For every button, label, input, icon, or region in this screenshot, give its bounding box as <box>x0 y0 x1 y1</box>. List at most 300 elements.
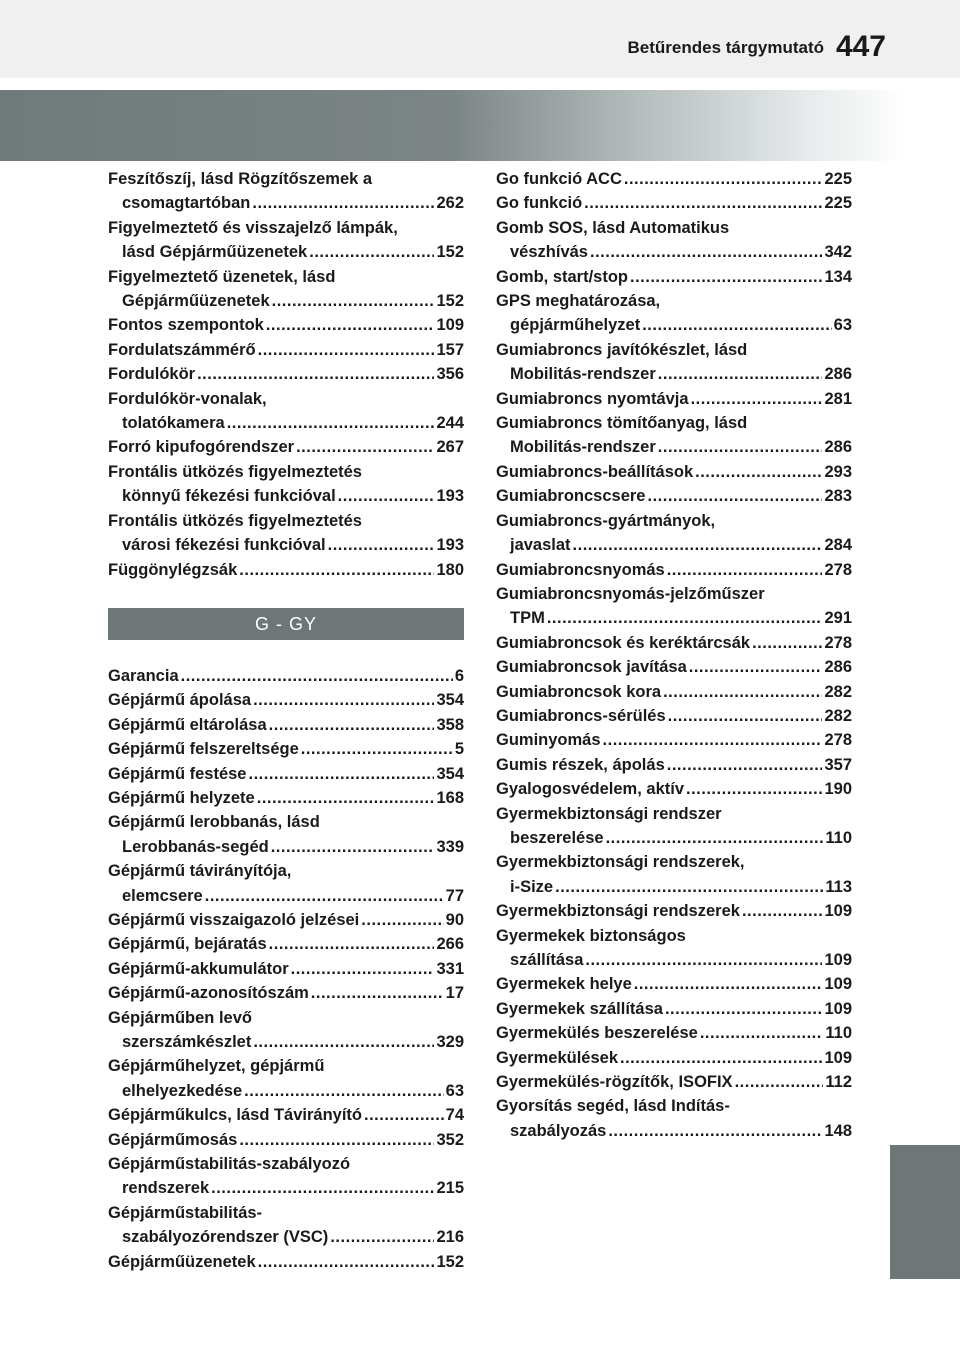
index-page-ref: 193 <box>436 487 464 506</box>
dot-leader <box>686 777 822 801</box>
index-entry-line <box>496 1021 852 1045</box>
index-entry-line <box>108 884 464 908</box>
index-entry-line <box>108 558 464 582</box>
index-entry <box>496 753 852 777</box>
index-term: Fordulatszámmérő <box>108 340 256 359</box>
index-term: Frontális ütközés figyelmeztetés <box>108 462 362 481</box>
index-page-ref: 329 <box>436 1033 464 1051</box>
index-entry-line <box>496 802 852 826</box>
index-term: Gépjárműhelyzet, gépjármű <box>108 1057 325 1076</box>
index-term: i-Size <box>510 877 554 896</box>
index-term: Gyermekbiztonsági rendszerek, <box>496 853 745 872</box>
index-term: Gépjárműkulcs, lásd Távirányító <box>108 1106 363 1125</box>
dot-leader <box>272 289 435 313</box>
index-entry <box>496 1046 852 1070</box>
index-entry-line <box>496 924 852 948</box>
index-entry-line <box>496 655 852 679</box>
index-entry <box>108 737 464 761</box>
index-page-ref: 286 <box>824 658 852 677</box>
index-entry <box>108 688 464 712</box>
index-entry-line <box>108 762 464 786</box>
index-page-ref: 109 <box>436 316 464 335</box>
index-term: Forró kipufogórendszer <box>108 438 295 457</box>
dot-leader <box>239 1128 434 1152</box>
index-entry-line <box>108 362 464 386</box>
index-entry-line <box>496 753 852 777</box>
index-entry <box>496 289 852 338</box>
index-term: javaslat <box>510 536 571 555</box>
index-entry <box>108 1128 464 1152</box>
index-entry-line <box>496 387 852 411</box>
dot-leader <box>311 981 444 1005</box>
index-entry <box>496 655 852 679</box>
index-page-ref: 286 <box>824 365 852 384</box>
index-entry <box>108 981 464 1005</box>
index-page-ref: 5 <box>454 740 464 759</box>
index-page-ref: 282 <box>824 706 852 725</box>
index-page-ref: 358 <box>436 715 464 734</box>
index-page-ref: 190 <box>824 780 852 799</box>
index-page-ref: 293 <box>824 462 852 481</box>
index-term: Frontális ütközés figyelmeztetés <box>108 511 362 530</box>
index-term: Lerobbanás-segéd <box>122 837 269 856</box>
index-entry-line <box>108 908 464 932</box>
index-entry <box>496 704 852 728</box>
dot-leader <box>291 957 435 981</box>
index-entry <box>496 191 852 215</box>
dot-leader <box>620 1046 822 1070</box>
index-term: Gumiabroncsnyomás-jelzőműszer <box>496 584 765 603</box>
index-entry-line <box>108 265 464 289</box>
index-entry <box>496 167 852 191</box>
index-entry <box>108 435 464 459</box>
index-entry-line <box>496 704 852 728</box>
dot-leader <box>266 313 435 337</box>
index-entry-line <box>108 957 464 981</box>
index-page-ref: 267 <box>436 438 464 457</box>
index-entry-line <box>496 728 852 752</box>
index-term: Gumiabroncsok kora <box>496 682 662 701</box>
index-entry <box>108 1006 464 1055</box>
index-term: Fordulókör <box>108 365 196 384</box>
index-term: Go funkció <box>496 194 583 213</box>
dot-leader <box>253 688 434 712</box>
index-entry <box>108 810 464 859</box>
index-entry <box>108 558 464 582</box>
dot-leader <box>253 1030 434 1054</box>
dot-leader <box>248 762 434 786</box>
index-term: Gépjárműstabilitás- <box>108 1203 263 1222</box>
dot-leader <box>642 313 831 337</box>
dot-leader <box>695 460 822 484</box>
index-entry-line <box>496 460 852 484</box>
index-entry-line <box>108 191 464 215</box>
index-term: GPS meghatározása, <box>496 292 661 311</box>
index-term: Gumiabroncs nyomtávja <box>496 389 689 408</box>
index-page-ref: 283 <box>824 487 852 506</box>
dot-leader <box>257 786 435 810</box>
dot-leader <box>663 680 822 704</box>
index-entry <box>496 387 852 411</box>
index-entry <box>108 313 464 337</box>
dot-leader <box>573 533 823 557</box>
index-entry <box>496 509 852 558</box>
index-term: Fontos szempontok <box>108 316 264 335</box>
dot-leader <box>211 1176 434 1200</box>
index-entry <box>108 1054 464 1103</box>
dot-leader <box>584 191 822 215</box>
index-page-ref: 266 <box>436 935 464 954</box>
index-entry-line <box>108 835 464 859</box>
index-term: Go funkció ACC <box>496 170 622 188</box>
index-list-g <box>108 664 464 1274</box>
dot-leader <box>328 533 435 557</box>
index-entry-line <box>108 688 464 712</box>
index-term: Gépjármű-akkumulátor <box>108 959 289 978</box>
dot-leader <box>691 387 823 411</box>
dot-leader <box>735 1070 824 1094</box>
index-term: Gépjármű visszaigazoló jelzései <box>108 910 360 929</box>
index-entry <box>108 1250 464 1274</box>
index-page-ref: 74 <box>445 1106 464 1125</box>
dot-leader <box>555 875 823 899</box>
index-term: Mobilitás-rendszer <box>510 365 656 384</box>
index-term: Gépjármű helyzete <box>108 788 255 807</box>
index-entry <box>496 1094 852 1143</box>
index-term: városi fékezési funkcióval <box>122 536 326 555</box>
dot-leader <box>647 484 822 508</box>
index-term: Gépjármű-azonosítószám <box>108 984 309 1003</box>
index-term: Gyermekülések <box>496 1048 619 1067</box>
index-entry-line <box>108 1006 464 1030</box>
index-term: Gyermekbiztonsági rendszer <box>496 804 722 823</box>
index-entry-line <box>496 167 852 191</box>
index-term: Gumiabroncs tömítőanyag, lásd <box>496 414 748 433</box>
index-entry <box>496 899 852 923</box>
index-page-ref: 77 <box>445 886 464 905</box>
index-term: Gumiabroncs javítókészlet, lásd <box>496 340 748 359</box>
dot-leader <box>752 631 822 655</box>
index-page-ref: 109 <box>824 975 852 994</box>
index-entry-line <box>496 1070 852 1094</box>
index-entry-line <box>108 1128 464 1152</box>
index-page-ref: 90 <box>445 910 464 929</box>
index-entry-line <box>496 362 852 386</box>
index-term: Gumiabroncsok és keréktárcsák <box>496 633 751 652</box>
index-entry-line <box>108 509 464 533</box>
index-entry-line <box>496 240 852 264</box>
index-term: Gépjármű távirányítója, <box>108 862 292 881</box>
index-entry-line <box>496 972 852 996</box>
dot-leader <box>585 948 822 972</box>
index-entry <box>496 680 852 704</box>
dot-leader <box>258 338 435 362</box>
index-entry <box>108 859 464 908</box>
index-page-ref: 216 <box>436 1228 464 1247</box>
index-term: Gépjármű eltárolása <box>108 715 267 734</box>
index-entry-line <box>108 737 464 761</box>
index-term: beszerelése <box>510 828 604 847</box>
page-number: 447 <box>835 30 886 63</box>
index-page-ref: 342 <box>824 243 852 262</box>
index-term: csomagtartóban <box>122 194 251 213</box>
index-entry-line <box>108 435 464 459</box>
index-entry <box>496 1070 852 1094</box>
index-entry <box>108 1103 464 1127</box>
index-entry-line <box>496 533 852 557</box>
right-column <box>496 167 852 1143</box>
index-entry-line <box>108 1176 464 1200</box>
index-term: szabályozás <box>510 1121 607 1140</box>
index-entry <box>496 777 852 801</box>
index-term: szerszámkészlet <box>122 1033 252 1051</box>
index-entry <box>108 932 464 956</box>
index-page-ref: 110 <box>825 828 852 847</box>
index-page-ref: 281 <box>824 389 852 408</box>
index-page-ref: 168 <box>436 788 464 807</box>
dot-leader <box>634 972 823 996</box>
index-page-ref: 291 <box>824 609 852 628</box>
dot-leader <box>269 713 435 737</box>
header-band <box>0 90 905 161</box>
index-entry-line <box>108 810 464 834</box>
index-term: Gumiabroncsnyomás <box>496 560 665 579</box>
index-entry-line <box>496 411 852 435</box>
index-entry <box>496 802 852 851</box>
index-term: Mobilitás-rendszer <box>510 438 656 457</box>
index-page-ref: 134 <box>824 267 852 286</box>
index-term: Gyorsítás segéd, lásd Indítás- <box>496 1097 730 1116</box>
index-entry <box>108 957 464 981</box>
index-entry <box>108 167 464 216</box>
index-term: Gumiabroncsok javítása <box>496 658 687 677</box>
index-entry <box>108 216 464 265</box>
index-entry <box>496 997 852 1021</box>
index-term: lásd Gépjárműüzenetek <box>122 243 308 262</box>
dot-leader <box>271 835 435 859</box>
index-term: Gyermekülés-rögzítők, ISOFIX <box>496 1073 733 1092</box>
index-entry <box>108 664 464 688</box>
index-term: Gyermekbiztonsági rendszerek <box>496 902 740 921</box>
index-entry-line <box>108 411 464 435</box>
index-entry-line <box>496 484 852 508</box>
index-page-ref: 113 <box>825 877 852 896</box>
index-entry-line <box>108 1103 464 1127</box>
index-term: szállítása <box>510 951 584 969</box>
index-entry-line <box>108 313 464 337</box>
index-entry <box>496 216 852 265</box>
index-page-ref: 262 <box>436 194 464 213</box>
index-entry <box>108 338 464 362</box>
dot-leader <box>239 558 434 582</box>
index-entry <box>108 786 464 810</box>
index-term: Gépjármű lerobbanás, lásd <box>108 813 320 832</box>
index-page-ref: 152 <box>436 243 464 262</box>
index-entry-line <box>496 680 852 704</box>
index-page-ref: 152 <box>436 1252 464 1271</box>
dot-leader <box>197 362 434 386</box>
index-term: Gyalogosvédelem, aktív <box>496 780 685 799</box>
index-page-ref: 278 <box>824 560 852 579</box>
index-entry-line <box>108 167 464 191</box>
index-term: Gépjárműmosás <box>108 1130 238 1149</box>
dot-leader <box>668 704 823 728</box>
index-term: Gépjármű, bejáratás <box>108 935 267 954</box>
index-page-ref: 282 <box>824 682 852 701</box>
dot-leader <box>296 435 434 459</box>
dot-leader <box>181 664 453 688</box>
index-term: Függönylégzsák <box>108 560 238 579</box>
left-column <box>108 167 464 1274</box>
index-term: Gyermekülés beszerelése <box>496 1024 698 1043</box>
index-entry <box>108 460 464 509</box>
index-page-ref: 339 <box>436 837 464 856</box>
index-entry <box>496 924 852 973</box>
index-entry-line <box>496 1094 852 1118</box>
index-term: Gépjárműben levő <box>108 1008 252 1027</box>
index-term: Figyelmeztető és visszajelző lámpák, <box>108 218 398 237</box>
index-entry-line <box>496 631 852 655</box>
dot-leader <box>205 884 444 908</box>
index-term: Gyermekek helye <box>496 975 632 994</box>
index-term: szabályozórendszer (VSC) <box>122 1228 329 1247</box>
index-entry-line <box>496 606 852 630</box>
dot-leader <box>227 411 435 435</box>
index-term: Gomb, start/stop <box>496 267 629 286</box>
index-entry-line <box>108 484 464 508</box>
index-entry-line <box>496 948 852 972</box>
index-list-g-continued <box>496 167 852 1143</box>
dot-leader <box>252 191 434 215</box>
index-entry-line <box>108 387 464 411</box>
index-entry <box>496 850 852 899</box>
index-term: Gumiabroncs-beállítások <box>496 462 694 481</box>
dot-leader <box>309 240 434 264</box>
index-page-ref: 278 <box>824 731 852 750</box>
index-entry-line <box>108 240 464 264</box>
index-term: Gépjárműstabilitás-szabályozó <box>108 1155 351 1174</box>
index-entry-line <box>496 826 852 850</box>
index-entry <box>496 460 852 484</box>
dot-leader <box>330 1225 434 1249</box>
index-term: Fordulókör-vonalak, <box>108 389 267 408</box>
index-entry <box>108 908 464 932</box>
index-page-ref: 17 <box>445 984 464 1003</box>
index-entry-line <box>108 859 464 883</box>
index-page-ref: 112 <box>825 1073 852 1092</box>
index-term: könnyű fékezési funkcióval <box>122 487 336 506</box>
index-entry <box>496 631 852 655</box>
index-page-ref: 215 <box>436 1179 464 1198</box>
index-entry-line <box>496 509 852 533</box>
header-title: Betűrendes tárgymutató <box>627 38 824 57</box>
index-entry-line <box>496 313 852 337</box>
dot-leader <box>667 753 823 777</box>
index-entry-line <box>496 191 852 215</box>
index-term: tolatókamera <box>122 414 225 433</box>
index-entry <box>496 582 852 631</box>
dot-leader <box>689 655 823 679</box>
dot-leader <box>658 362 823 386</box>
index-entry-line <box>108 932 464 956</box>
index-page-ref: 152 <box>436 292 464 311</box>
dot-leader <box>603 728 823 752</box>
index-page-ref: 6 <box>454 666 464 685</box>
index-term: TPM <box>510 609 545 628</box>
dot-leader <box>658 435 823 459</box>
index-term: Gépjármű ápolása <box>108 691 252 710</box>
index-page-ref: 148 <box>824 1121 852 1140</box>
dot-leader <box>608 1119 822 1143</box>
index-entry <box>108 265 464 314</box>
index-list-f <box>108 167 464 582</box>
index-page-ref: 286 <box>824 438 852 457</box>
index-page-ref: 157 <box>436 340 464 359</box>
index-entry-line <box>496 216 852 240</box>
index-term: Gumiabroncs-gyártmányok, <box>496 511 716 530</box>
index-page-ref: 109 <box>824 902 852 921</box>
dot-leader <box>742 899 823 923</box>
index-entry-line <box>496 338 852 362</box>
dot-leader <box>667 558 823 582</box>
index-entry <box>496 411 852 460</box>
index-page-ref: 109 <box>824 951 852 969</box>
index-entry-line <box>496 435 852 459</box>
index-page-ref: 244 <box>436 414 464 433</box>
dot-leader <box>630 265 822 289</box>
index-term: rendszerek <box>122 1179 210 1198</box>
index-term: Guminyomás <box>496 731 601 750</box>
index-entry-line <box>496 875 852 899</box>
index-entry <box>496 972 852 996</box>
index-entry-line <box>108 1030 464 1054</box>
index-entry <box>496 728 852 752</box>
dot-leader <box>364 1103 444 1127</box>
index-entry-line <box>496 289 852 313</box>
dot-leader <box>361 908 443 932</box>
index-page-ref: 225 <box>824 170 852 188</box>
dot-leader <box>547 606 823 630</box>
index-entry-line <box>108 713 464 737</box>
index-entry <box>496 484 852 508</box>
index-term: Gyermekek biztonságos <box>496 926 686 945</box>
index-entry-line <box>108 1079 464 1103</box>
index-term: Gumiabroncscsere <box>496 487 646 506</box>
index-page-ref: 63 <box>833 316 852 335</box>
index-entry <box>108 387 464 436</box>
index-entry-line <box>108 664 464 688</box>
index-entry-line <box>108 338 464 362</box>
index-entry-line <box>108 216 464 240</box>
dot-leader <box>269 932 435 956</box>
index-entry <box>108 1201 464 1250</box>
index-entry <box>108 1152 464 1201</box>
index-term: Gyermekek szállítása <box>496 999 663 1018</box>
index-term: Gépjárműüzenetek <box>122 292 270 311</box>
dot-leader <box>244 1079 443 1103</box>
index-term: gépjárműhelyzet <box>510 316 641 335</box>
index-entry <box>108 362 464 386</box>
index-term: Feszítőszíj, lásd Rögzítőszemek a <box>108 170 373 188</box>
index-term: Gépjármű festése <box>108 764 247 783</box>
index-entry-line <box>496 850 852 874</box>
index-entry-line <box>108 460 464 484</box>
index-term: elhelyezkedése <box>122 1081 243 1100</box>
index-page-ref: 331 <box>436 959 464 978</box>
index-entry <box>496 265 852 289</box>
index-page-ref: 352 <box>436 1130 464 1149</box>
index-entry <box>108 762 464 786</box>
